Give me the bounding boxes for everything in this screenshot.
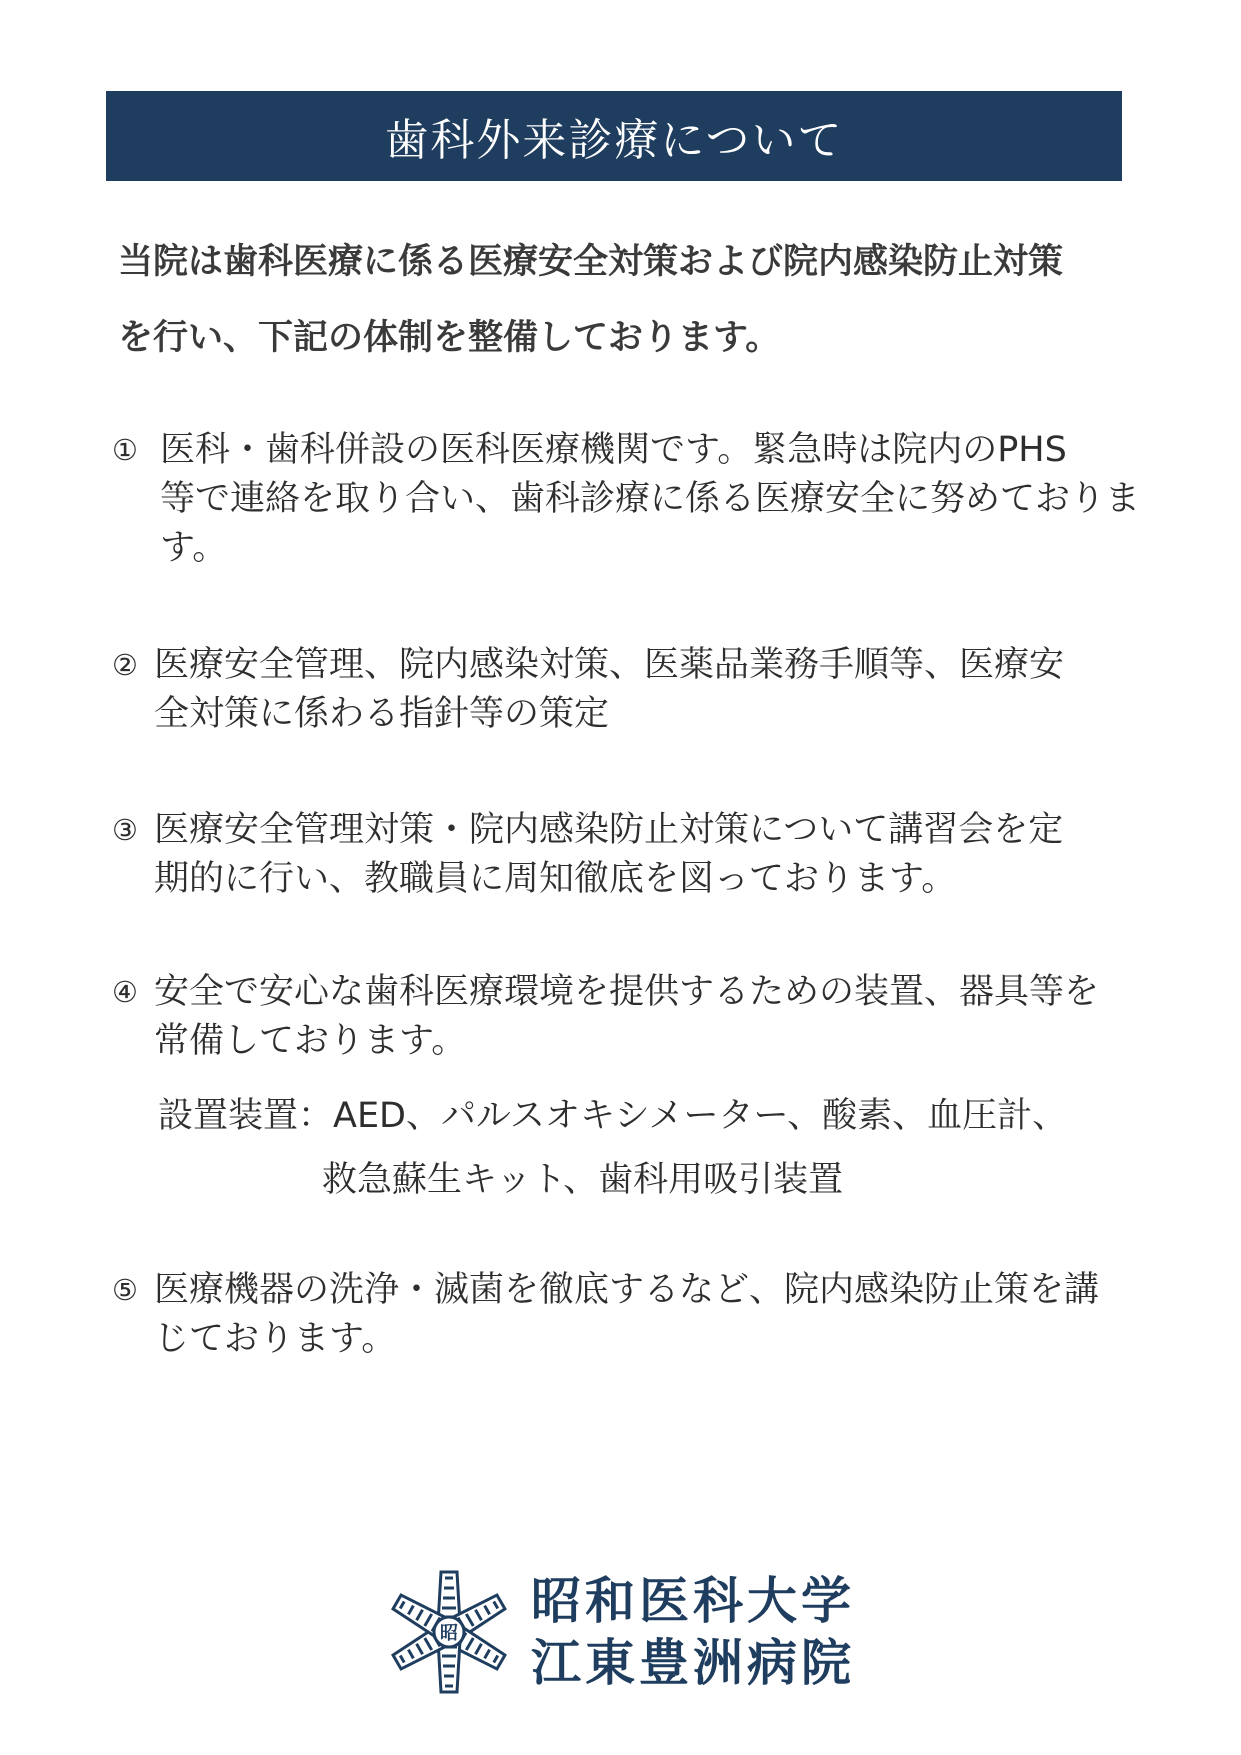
list-item-3 — [112, 806, 1122, 904]
item-line: 医療安全管理、院内感染対策、医薬品業務手順等、医療安 — [154, 645, 1065, 685]
item-line: 常備しております。 — [154, 1021, 467, 1061]
item-text — [154, 968, 1122, 1066]
list-item-1 — [112, 426, 1141, 573]
item-number: ① — [112, 433, 138, 467]
item-text — [154, 1266, 1122, 1364]
item-line: 医療安全管理対策・院内感染防止対策について講習会を定 — [154, 810, 1064, 850]
list-item-5 — [112, 1266, 1122, 1364]
page-title: 歯科外来診療について — [384, 115, 844, 166]
item-number: ③ — [112, 813, 138, 847]
equipment-list-line-1: 設置装置：AED、パルスオキシメーター、酸素、血圧計、 — [158, 1096, 1068, 1136]
item-number: ④ — [112, 975, 138, 1009]
item-number: ② — [112, 648, 138, 682]
header-banner — [106, 91, 1122, 181]
equipment-list-line-2: 救急蘇生キット、歯科用吸引装置 — [322, 1160, 844, 1200]
item-line: じております。 — [154, 1319, 397, 1359]
item-number: ⑤ — [112, 1273, 138, 1307]
hospital-name-line-2: 江東豊洲病院 — [531, 1634, 855, 1692]
hospital-name — [531, 1570, 855, 1694]
item-line: 全対策に係わる指針等の策定 — [154, 694, 610, 734]
item-line: 期的に行い、教職員に周知徹底を図っております。 — [154, 859, 957, 899]
item-line: 安全で安心な歯科医療環境を提供するための装置、器具等を — [154, 972, 1100, 1012]
item-text — [154, 426, 1140, 573]
emblem-character: 昭 — [440, 1623, 458, 1644]
item-line: 等で連絡を取り合い、歯科診療に係る医療安全に努めておりま — [160, 479, 1141, 519]
item-text — [154, 806, 1122, 904]
hospital-emblem-icon — [385, 1568, 513, 1696]
list-item-2 — [112, 641, 1122, 739]
intro-line-2: を行い、下記の体制を整備しております。 — [118, 318, 781, 358]
item-line: す。 — [160, 528, 228, 568]
item-text — [154, 641, 1122, 739]
intro-line-1: 当院は歯科医療に係る医療安全対策および院内感染防止対策 — [118, 242, 1064, 282]
hospital-logo — [385, 1562, 875, 1702]
item-line: 医科・歯科併設の医科医療機関です。緊急時は院内のPHS — [160, 430, 1067, 470]
list-item-4 — [112, 968, 1122, 1066]
item-line: 医療機器の洗浄・滅菌を徹底するなど、院内感染防止策を講 — [154, 1270, 1100, 1310]
hospital-name-line-1: 昭和医科大学 — [531, 1572, 855, 1630]
